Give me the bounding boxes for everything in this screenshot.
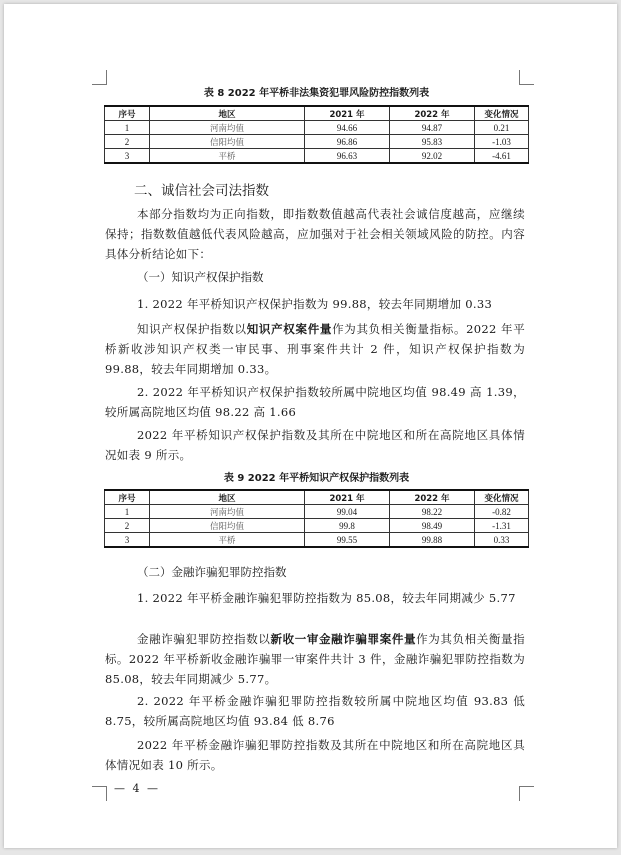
table-cell: 信阳均值 bbox=[150, 135, 305, 149]
paragraph-bold-text: 新收一审金融诈骗罪案件量 bbox=[270, 632, 417, 646]
subsection-heading: （一）知识产权保护指数 bbox=[137, 270, 264, 284]
table9-header-change: 变化情况 bbox=[475, 490, 529, 505]
table-cell: 河南均值 bbox=[150, 505, 305, 519]
paragraph: 2022 年平桥金融诈骗犯罪防控指数及其所在中院地区和所在高院地区具体情况如表 10 所示。 bbox=[105, 738, 525, 772]
paragraph: 2. 2022 年平桥金融诈骗犯罪防控指数较所属中院地区均值 93.83 低 8.75，较所属高院地区均值 93.84 低 8.76 bbox=[105, 694, 525, 728]
crop-mark-top-left bbox=[92, 70, 107, 85]
table8 bbox=[104, 105, 529, 164]
table-cell: 河南均值 bbox=[150, 121, 305, 135]
table-row bbox=[105, 149, 529, 164]
crop-mark-bottom-left bbox=[92, 786, 107, 801]
paragraph: 2. 2022 年平桥知识产权保护指数较所属中院地区均值 98.49 高 1.39，较所属高院地区均值 98.22 高 1.66 bbox=[105, 385, 525, 419]
table-cell: 3 bbox=[105, 533, 150, 548]
paragraph-text: 作为其负相关衡量指标。2022 年平桥新收金融诈骗罪一审案件共计 3 件，金融诈骗犯罪防控指数为 85.08，较去年同期减少 5.77。 bbox=[105, 632, 525, 686]
paragraph: 1. 2022 年平桥知识产权保护指数为 99.88，较去年同期增加 0.33 bbox=[137, 297, 493, 311]
table-cell: 98.49 bbox=[390, 519, 475, 533]
table8-header-2022: 2022 年 bbox=[390, 106, 475, 121]
table-cell: 0.33 bbox=[475, 533, 529, 548]
paragraph bbox=[105, 319, 525, 379]
table-cell: 3 bbox=[105, 149, 150, 164]
table8-header-change: 变化情况 bbox=[475, 106, 529, 121]
table8-header-index: 序号 bbox=[105, 106, 150, 121]
table-cell: 94.66 bbox=[305, 121, 390, 135]
table-cell: 92.02 bbox=[390, 149, 475, 164]
table9-caption: 表 9 2022 年平桥知识产权保护指数列表 bbox=[223, 473, 410, 484]
paragraph-text: 作为其负相关衡量指标。2022 年平桥新收涉知识产权类一审民事、刑事案件共计 2 件，知识产权保护指数为 99.88，较去年同期增加 0.33。 bbox=[105, 322, 525, 376]
table-cell: 信阳均值 bbox=[150, 519, 305, 533]
table-cell: 0.21 bbox=[475, 121, 529, 135]
table9-header-2022: 2022 年 bbox=[390, 490, 475, 505]
table-row bbox=[105, 519, 529, 533]
crop-mark-bottom-right bbox=[519, 786, 534, 801]
table-cell: -4.61 bbox=[475, 149, 529, 164]
paragraph: 1. 2022 年平桥金融诈骗犯罪防控指数为 85.08，较去年同期减少 5.77 bbox=[137, 591, 516, 605]
table-cell: 96.63 bbox=[305, 149, 390, 164]
paragraph bbox=[105, 629, 525, 689]
table-row bbox=[105, 533, 529, 548]
table-cell: -1.31 bbox=[475, 519, 529, 533]
table-cell: 1 bbox=[105, 121, 150, 135]
table-row bbox=[105, 135, 529, 149]
table8-caption: 表 8 2022 年平桥非法集资犯罪风险防控指数列表 bbox=[203, 88, 430, 99]
table9-header-row bbox=[105, 490, 529, 505]
table-row bbox=[105, 121, 529, 135]
table-cell: 96.86 bbox=[305, 135, 390, 149]
table-cell: -0.82 bbox=[475, 505, 529, 519]
table-cell: 99.55 bbox=[305, 533, 390, 548]
table-cell: 99.8 bbox=[305, 519, 390, 533]
table-cell: -1.03 bbox=[475, 135, 529, 149]
table9-header-2021: 2021 年 bbox=[305, 490, 390, 505]
table8-header-2021: 2021 年 bbox=[305, 106, 390, 121]
table9-header-index: 序号 bbox=[105, 490, 150, 505]
table-cell: 2 bbox=[105, 519, 150, 533]
section-heading: 二、诚信社会司法指数 bbox=[134, 183, 269, 199]
document-page bbox=[4, 4, 617, 848]
table-cell: 99.88 bbox=[390, 533, 475, 548]
paragraph-bold-text: 知识产权案件量 bbox=[246, 322, 333, 336]
table-row bbox=[105, 505, 529, 519]
table8-header-region: 地区 bbox=[150, 106, 305, 121]
crop-mark-top-right bbox=[519, 70, 534, 85]
paragraph: 2022 年平桥知识产权保护指数及其所在中院地区和所在高院地区具体情况如表 9 所示。 bbox=[105, 428, 525, 462]
table-cell: 99.04 bbox=[305, 505, 390, 519]
subsection-heading: （二）金融诈骗犯罪防控指数 bbox=[137, 565, 287, 579]
section-intro: 本部分指数均为正向指数，即指数数值越高代表社会诚信度越高，应继续保持；指数数值越低代表风险越高，应加强对于社会相关领域风险的防控。内容具体分析结论如下： bbox=[105, 207, 525, 261]
table-cell: 平桥 bbox=[150, 533, 305, 548]
paragraph-text: 金融诈骗犯罪防控指数以 bbox=[137, 632, 271, 646]
table-cell: 1 bbox=[105, 505, 150, 519]
paragraph-text: 知识产权保护指数以 bbox=[137, 322, 247, 336]
table9 bbox=[104, 489, 529, 548]
table-cell: 2 bbox=[105, 135, 150, 149]
table8-header-row bbox=[105, 106, 529, 121]
table9-header-region: 地区 bbox=[150, 490, 305, 505]
table-cell: 98.22 bbox=[390, 505, 475, 519]
page-number: — 4 — bbox=[114, 782, 160, 795]
table-cell: 95.83 bbox=[390, 135, 475, 149]
table-cell: 平桥 bbox=[150, 149, 305, 164]
table-cell: 94.87 bbox=[390, 121, 475, 135]
